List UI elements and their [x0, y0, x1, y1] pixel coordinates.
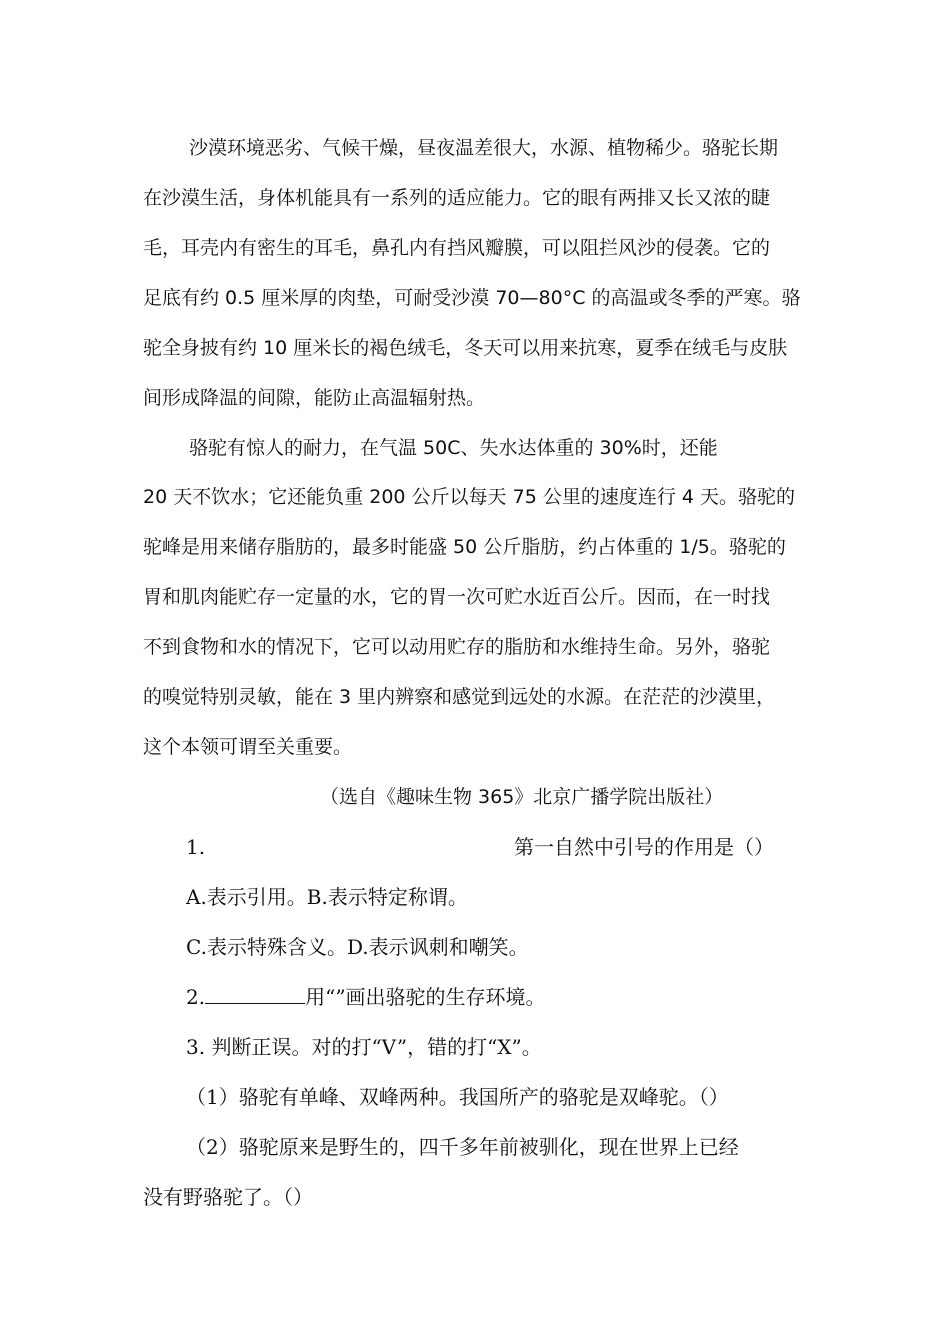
- answer-blank[interactable]: [205, 985, 305, 1004]
- paragraph-line: 骆驼有惊人的耐力，在气温 50C、失水达体重的 30%时，还能: [189, 437, 718, 459]
- paragraph-line: 毛，耳壳内有密生的耳毛，鼻孔内有挡风瓣膜，可以阻拦风沙的侵袭。它的: [143, 237, 771, 259]
- paragraph-line: 的嗅觉特别灵敏，能在 3 里内辨察和感觉到远处的水源。在茫茫的沙漠里，: [143, 686, 776, 708]
- source-citation: （选自《趣味生物 365》北京广播学院出版社）: [320, 786, 724, 808]
- paragraph-line: 间形成降温的间隙，能防止高温辐射热。: [143, 387, 486, 409]
- paragraph-line: 这个本领可谓至关重要。: [143, 736, 353, 758]
- question-2-text: 用“”画出骆驼的生存环境。: [305, 985, 546, 1009]
- question-3: 3. 判断正误。对的打“V”，错的打“X”。: [186, 1035, 542, 1059]
- paragraph-line: 不到食物和水的情况下，它可以动用贮存的脂肪和水维持生命。另外，骆驼: [143, 636, 771, 658]
- paragraph-line: 驼全身披有约 10 厘米长的褐色绒毛，冬天可以用来抗寒，夏季在绒毛与皮肤: [143, 337, 788, 359]
- paragraph-line: 足底有约 0.5 厘米厚的肉垫，可耐受沙漠 70—80°C 的高温或冬季的严寒。骆: [143, 287, 801, 309]
- question-2-number: 2.: [186, 985, 206, 1009]
- question-3-item-2: （2）骆驼原来是野生的，四千多年前被驯化，现在世界上已经: [186, 1135, 739, 1159]
- paragraph-line: 20 天不饮水；它还能负重 200 公斤以每天 75 公里的速度连行 4 天。骆驼的: [143, 486, 795, 508]
- paragraph-line: 在沙漠生活，身体机能具有一系列的适应能力。它的眼有两排又长又浓的睫: [143, 187, 771, 209]
- question-3-item-1: （1）骆驼有单峰、双峰两种。我国所产的骆驼是双峰驼。（）: [186, 1085, 729, 1109]
- paragraph-line: 胃和肌肉能贮存一定量的水，它的胃一次可贮水近百公斤。因而，在一时找: [143, 586, 771, 608]
- question-1-number: 1.: [186, 835, 206, 859]
- question-1-options-ab: A.表示引用。B.表示特定称谓。: [186, 885, 468, 909]
- question-2: [186, 984, 546, 1010]
- paragraph-line: 驼峰是用来储存脂肪的，最多时能盛 50 公斤脂肪，约占体重的 1/5。骆驼的: [143, 536, 786, 558]
- paragraph-line: 沙漠环境恶劣、气候干燥，昼夜温差很大，水源、植物稀少。骆驼长期: [189, 137, 779, 159]
- question-1-options-cd: C.表示特殊含义。D.表示讽刺和嘲笑。: [186, 935, 529, 959]
- question-3-item-2-cont: 没有野骆驼了。（）: [143, 1185, 313, 1209]
- question-1-text: 第一自然中引号的作用是（）: [514, 835, 774, 859]
